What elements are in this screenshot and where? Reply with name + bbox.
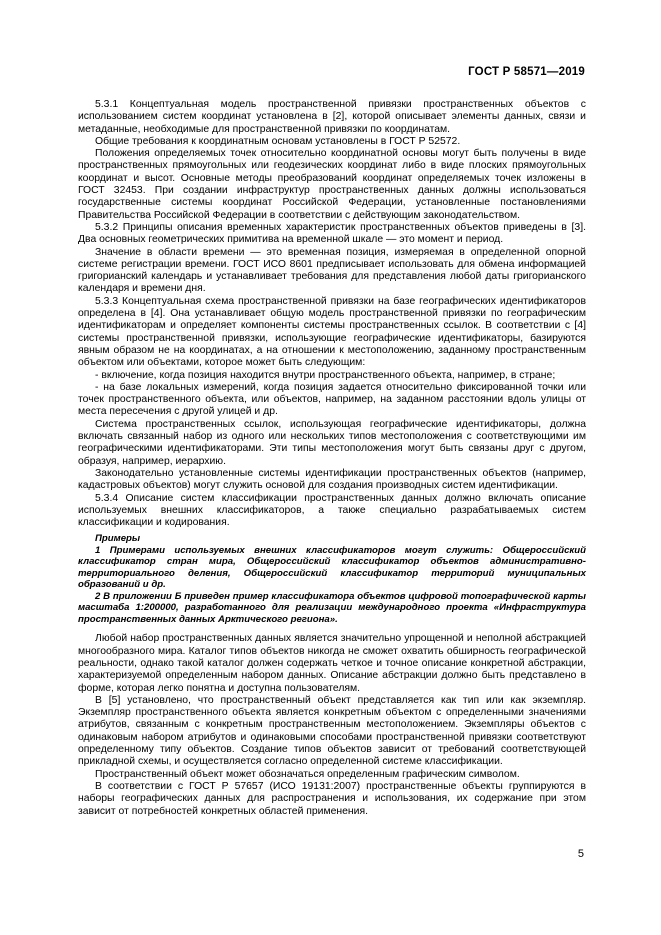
paragraph-5-3-4: 5.3.4 Описание систем классификации пространственных данных должно включать описание используемых внешних классификаторов, а также специально разрабатываемых систем классификации и кодирования.	[78, 492, 586, 529]
paragraph: В соответствии с ГОСТ Р 57657 (ИСО 19131:2007) пространственные объекты группируются в наборы географических данных для распространения и использования, их содержание при этом зависит от потребностей конкретных областей применения.	[78, 780, 586, 817]
paragraph-5-3-1: 5.3.1 Концептуальная модель пространственной привязки пространственных объектов с использованием систем координат установлена в [2], которой описывает элементы данных, связи и метаданные, необходимые для пространственной привязки по координатам.	[78, 99, 586, 135]
paragraph: В [5] установлено, что пространственный объект представляется как тип или как экземпляр. Экземпляр пространственного объекта является конкретным объектом с определенными значениями атрибутов, связанным с конкретным пространственным местоположением. Экземпляры объектов с одинаковым набором атрибутов и одинаковыми способами пространственной привязки соответствуют определенному типу объектов. Создание типов объектов зависит от требований соответствующей прикладной схемы, и осуществляется согласно определенной системе классификации.	[78, 694, 586, 768]
paragraph: Любой набор пространственных данных является значительно упрощенной и неполной абстракцией многообразного мира. Каталог типов объектов никогда не сможет охватить обширность географической реальности, однако такой каталог должен содержать четкое и точное описание конкретной абстракции, характеризуемой определенным набором данных. Описание абстракции должно быть представлено в форме, которая легко понятна и доступна пользователям.	[78, 633, 586, 694]
list-item: - на базе локальных измерений, когда позиция задается относительно фиксированной точки или точек пространственного объекта, или объектов, например, на заданном расстоянии вдоль улицы от места пересечения с другой улицей и др.	[78, 381, 586, 418]
paragraph-5-3-2: 5.3.2 Принципы описания временных характеристик пространственных объектов приведены в [3]. Два основных геометрических примитива на временной шкале — это момент и период.	[78, 221, 586, 246]
paragraph: Значение в области времени — это временная позиция, измеряемая в определенной опорной системе регистрации времени. ГОСТ ИСО 8601 предписывает использовать для обмена информацией григорианский календарь и устанавливает требования для представления любой даты григорианского календаря и времени дня.	[78, 246, 586, 295]
paragraph: Общие требования к координатным основам установлены в ГОСТ Р 52572.	[95, 135, 461, 147]
document-body	[78, 99, 586, 818]
paragraph-5-3-3: 5.3.3 Концептуальная схема пространственной привязки на базе географических идентификаторов определена в [4]. Она устанавливает общую модель пространственной привязки по географическим идентификаторам и определяет компоненты системы пространственных ссылок. В соответствии с [4] системы пространственной привязки, использующие географические идентификаторы, базируются явным образом не на координатах, а на отношении к местоположению, заданному пространственным объектом или объектами, которое может быть следующим:	[78, 295, 586, 369]
examples-heading: Примеры	[95, 533, 141, 545]
page-number: 5	[577, 848, 584, 860]
example-item: 2 В приложении Б приведен пример классификатора объектов цифровой топографической карты масштаба 1:200000, разработанного для реализации международного проекта «Инфраструктура пространственных данных Арктического региона».	[78, 590, 586, 625]
paragraph: Законодательно установленные системы идентификации пространственных объектов (например, кадастровых объектов) могут служить основой для создания производных систем идентификации.	[78, 467, 586, 492]
paragraph: Положения определяемых точек относительно координатной основы могут быть получены в виде пространственных прямоугольных или геодезических координат либо в виде плоских прямоугольных координат и высот. Основные методы преобразований координат определяемых точек изложены в ГОСТ 32453. При создании инфраструктур пространственных данных должны использоваться государственные системы координат Российской Федерации, установленные постановлениями Правительства Российской Федерации в соответствии с действующим законодательством.	[78, 148, 586, 221]
example-item: 1 Примерами используемых внешних классификаторов могут служить: Общероссийский классификатор стран мира, Общероссийский классификатор объектов административно-территориального деления, Общероссийский классификатор территорий муниципальных образований и др.	[78, 544, 586, 591]
document-id-header: ГОСТ Р 58571—2019	[468, 66, 585, 78]
paragraph: Пространственный объект может обозначаться определенным графическим символом.	[95, 768, 520, 780]
list-item: - включение, когда позиция находится внутри пространственного объекта, например, в стране;	[95, 369, 556, 381]
paragraph: Система пространственных ссылок, использующая географические идентификаторы, должна включать связанный набор из одного или нескольких типов местоположения с соответствующими им географическими идентификаторами. Эти типы местоположения могут быть связаны друг с другом, образуя, например, иерархию.	[78, 418, 586, 467]
